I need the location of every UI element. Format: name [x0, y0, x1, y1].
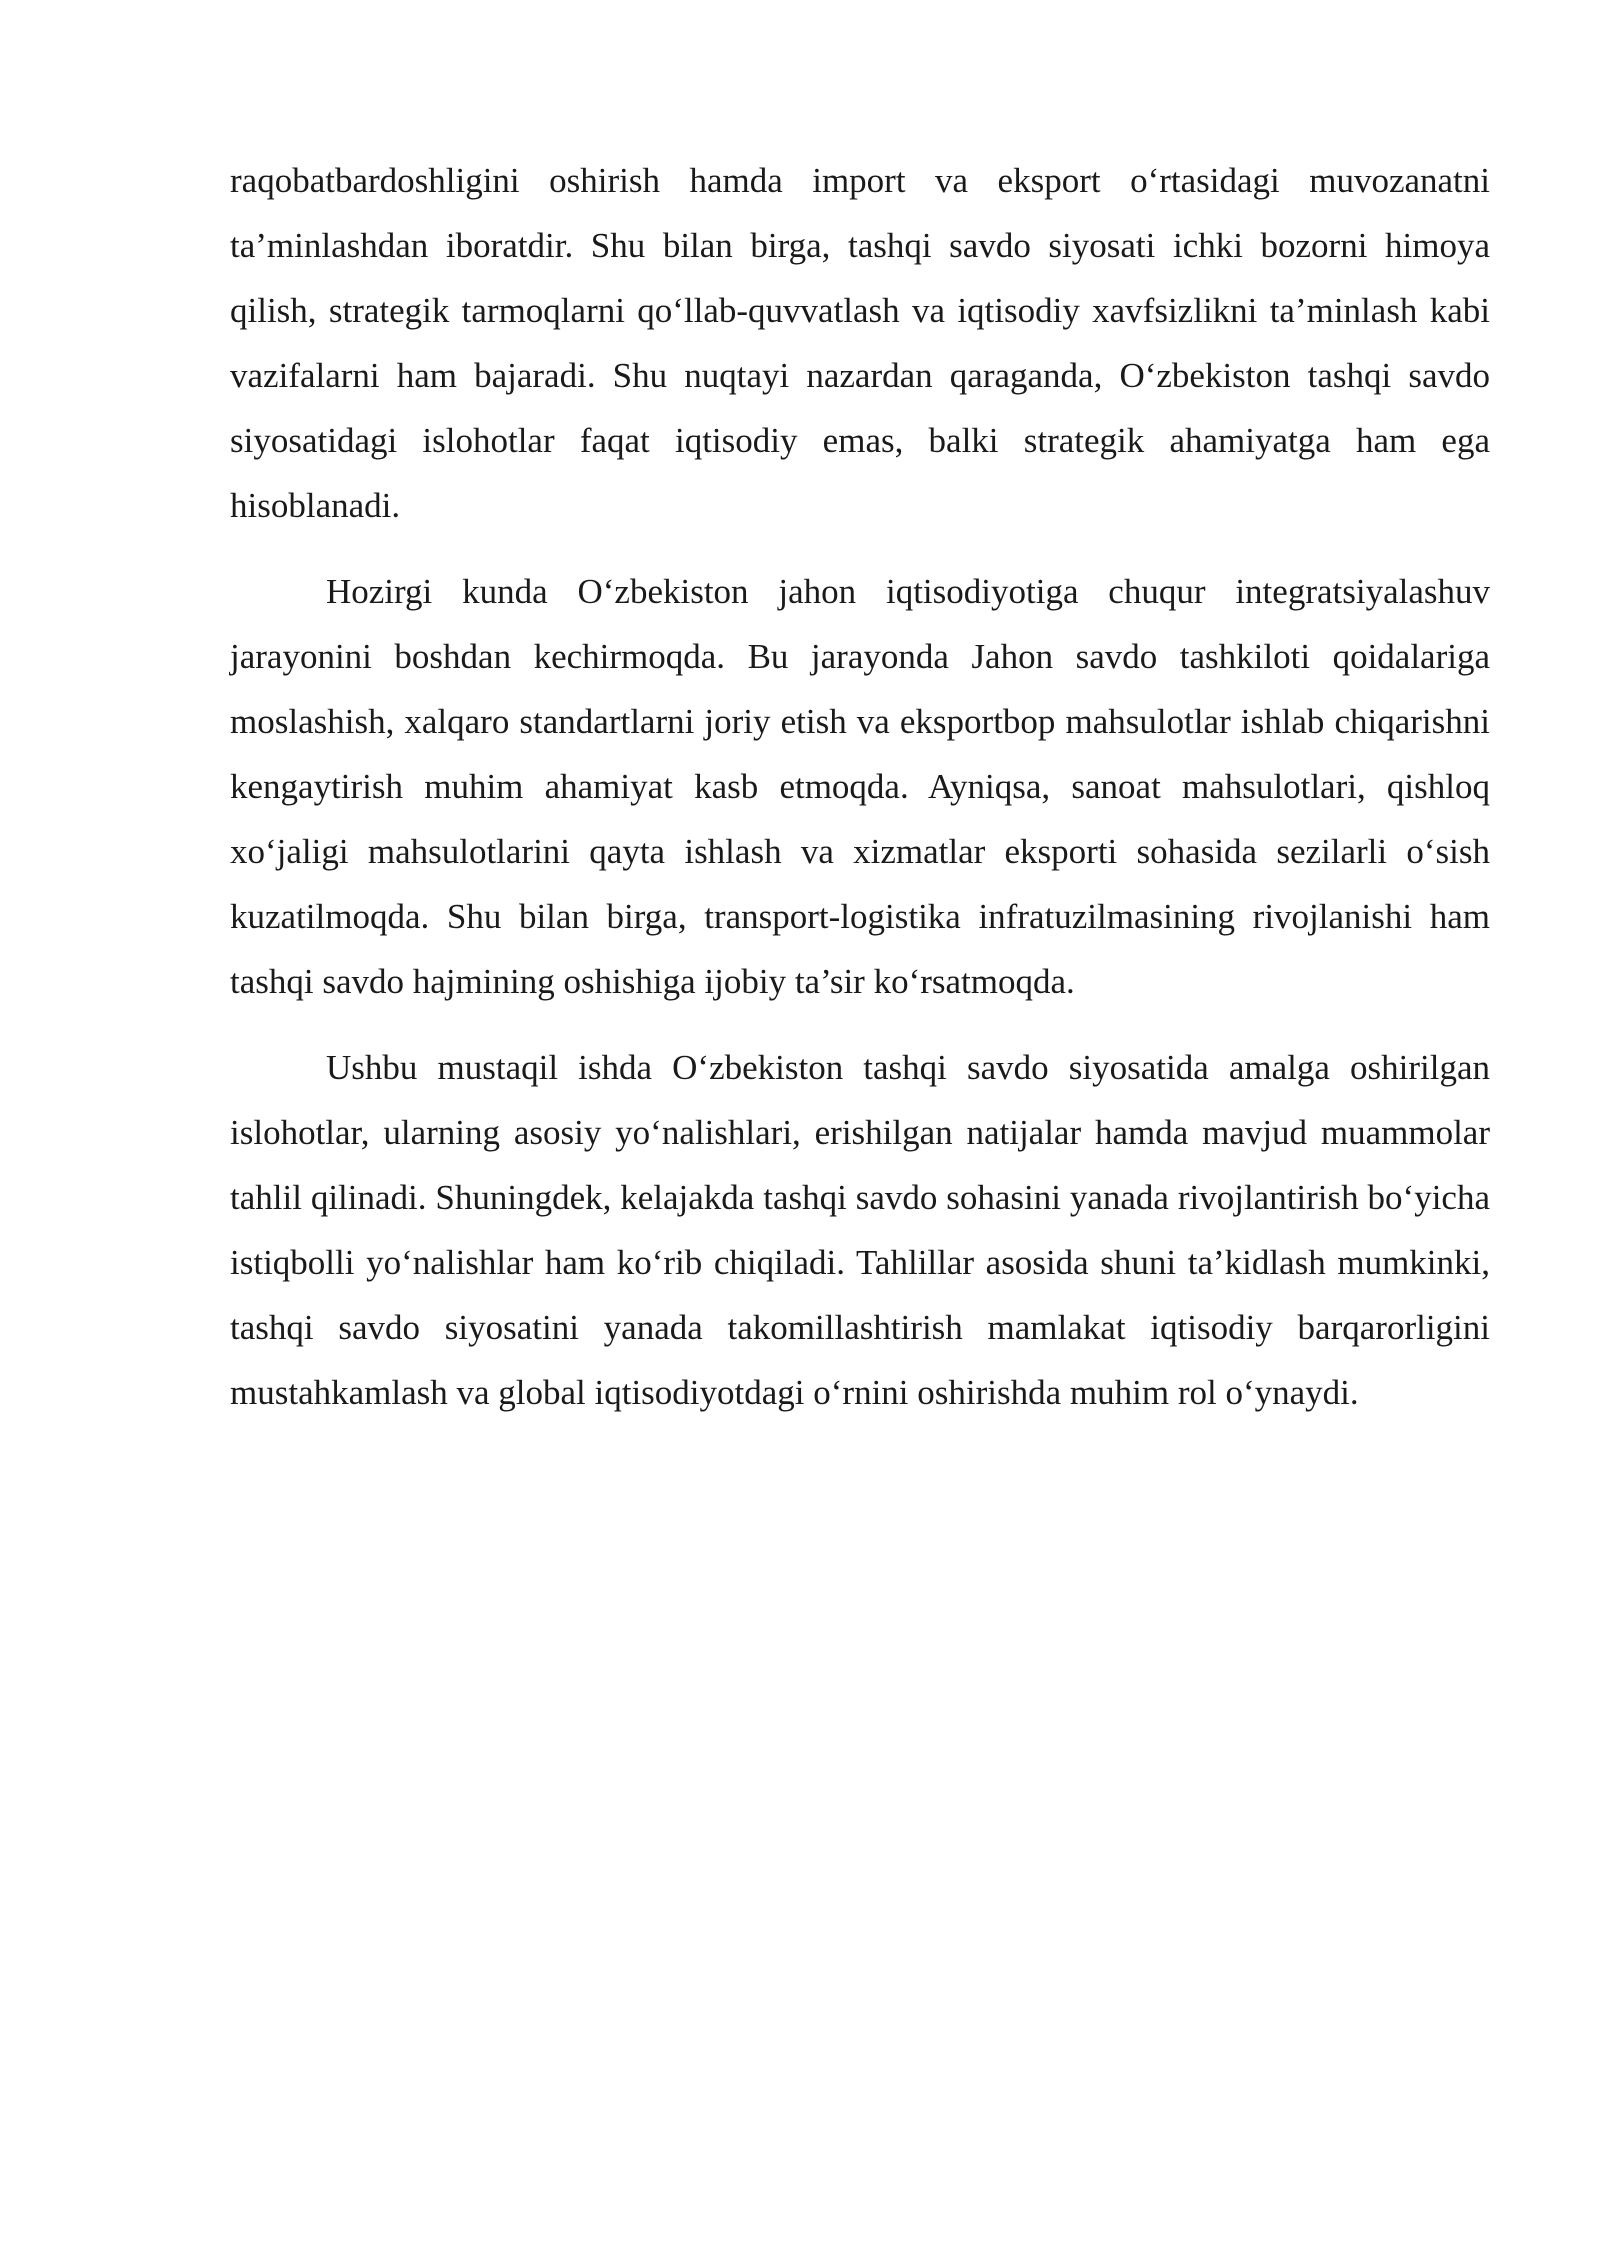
body-text [230, 148, 1490, 1425]
paragraph-integration: Hozirgi kunda O‘zbekiston jahon iqtisodiyotiga chuqur integratsiyalashuv jarayonini boshdan kechirmoqda. Bu jarayonda Jahon savdo tashkiloti qoidalariga moslashish, xalqaro standartlarni joriy etish va eksportbop mahsulotlar ishlab chiqarishni kengaytirish muhim ahamiyat kasb etmoqda. Ayniqsa, sanoat mahsulotlari, qishloq xo‘jaligi mahsulotlarini qayta ishlash va xizmatlar eksporti sohasida sezilarli o‘sish kuzatilmoqda. Shu bilan birga, transport-logistika infratuzilmasining rivojlanishi ham tashqi savdo hajmining oshishiga ijobiy ta’sir ko‘rsatmoqda. [230, 572, 1490, 1001]
paragraph-continuation: raqobatbardoshligini oshirish hamda import va eksport o‘rtasidagi muvozanatni ta’minlashdan iboratdir. Shu bilan birga, tashqi savdo siyosati ichki bozorni himoya qilish, strategik tarmoqlarni qo‘llab-quvvatlash va iqtisodiy xavfsizlikni ta’minlash kabi vazifalarni ham bajaradi. Shu nuqtayi nazardan qaraganda, O‘zbekiston tashqi savdo siyosatidagi islohotlar faqat iqtisodiy emas, balki strategik ahamiyatga ham ega hisoblanadi. [230, 161, 1490, 525]
paragraph-research-scope: Ushbu mustaqil ishda O‘zbekiston tashqi savdo siyosatida amalga oshirilgan islohotlar, ularning asosiy yo‘nalishlari, erishilgan natijalar hamda mavjud muammolar tahlil qilinadi. Shuningdek, kelajakda tashqi savdo sohasini yanada rivojlantirish bo‘yicha istiqbolli yo‘nalishlar ham ko‘rib chiqiladi. Tahlillar asosida shuni ta’kidlash mumkinki, tashqi savdo siyosatini yanada takomillashtirish mamlakat iqtisodiy barqarorligini mustahkamlash va global iqtisodiyotdagi o‘rnini oshirishda muhim rol o‘ynaydi. [230, 1048, 1490, 1412]
